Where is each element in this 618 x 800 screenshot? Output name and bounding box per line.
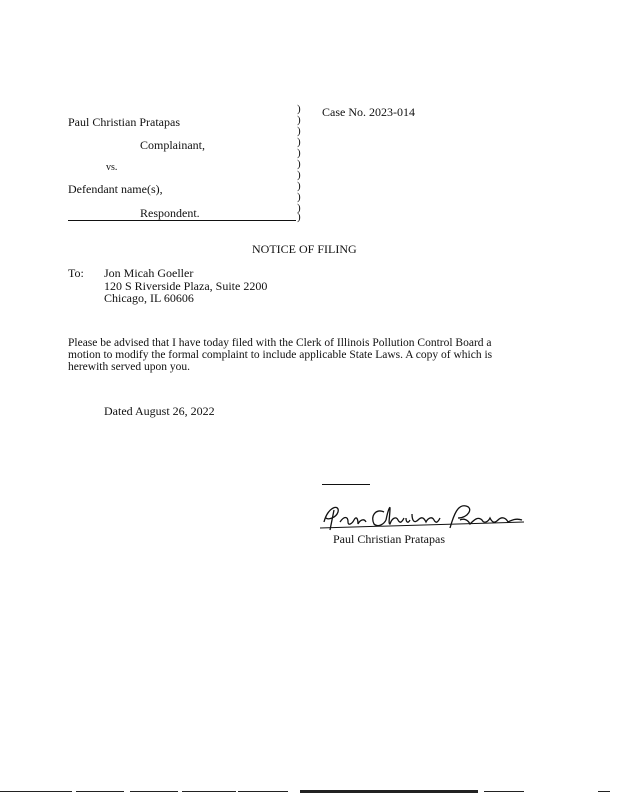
caption-underline [68, 220, 296, 221]
versus-label: vs. [106, 162, 118, 173]
notice-line-3: herewith served upon you. [68, 361, 190, 373]
to-label: To: [68, 266, 84, 280]
signature-short-line [322, 484, 370, 485]
signature-scribble [318, 498, 528, 536]
recipient-address-line2: Chicago, IL 60606 [104, 291, 194, 305]
notice-paragraph [68, 337, 538, 373]
complainant-name: Paul Christian Pratapas [68, 115, 180, 129]
complainant-label: Complainant, [140, 138, 205, 152]
case-number: Case No. 2023-014 [322, 105, 415, 119]
recipient-name: Jon Micah Goeller [104, 266, 194, 280]
defendant-name: Defendant name(s), [68, 182, 163, 196]
document-title: NOTICE OF FILING [252, 242, 357, 256]
printed-name: Paul Christian Pratapas [333, 532, 445, 546]
recipient-address-line1: 120 S Riverside Plaza, Suite 2200 [104, 279, 268, 293]
notice-line-2: motion to modify the formal complaint to include applicable State Laws. A copy of which is [68, 349, 493, 361]
respondent-label: Respondent. [140, 206, 200, 220]
dated-line: Dated August 26, 2022 [104, 404, 215, 418]
notice-line-1: Please be advised that I have today filed with the Clerk of Illinois Pollution Control Board a [68, 337, 492, 349]
